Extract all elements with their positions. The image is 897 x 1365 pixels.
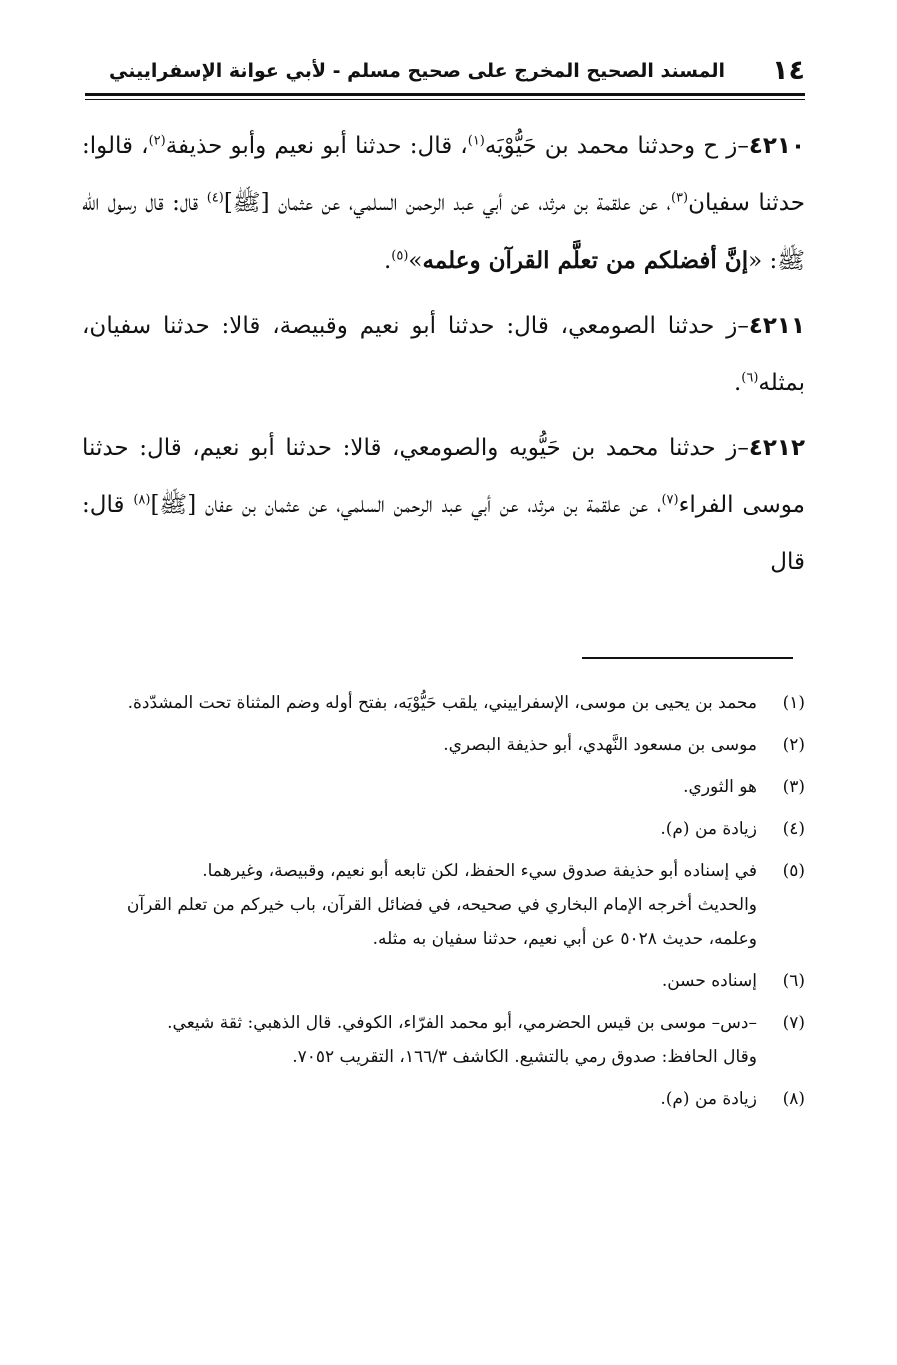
hadith-text: ، عن علقمة بن مرثد، عن أبي عبد الرحمن السلمي، عن عثمان بن عفان [ﷺ] [150,492,662,518]
footnote-text: والحديث أخرجه الإمام البخاري في صحيحه، في فضائل القرآن، باب خيركم من تعلم القرآن وعلمه، حديث ٥٠٢٨ عن أبي نعيم، حدثنا سفيان به مثله. [126,895,757,949]
footnote-number: (١) [782,693,805,713]
hadith-text: ، قالوا: حدثنا سفيان [82,133,805,216]
hadith-text: قال: قال رسول الله ﷺ: « [82,190,805,274]
footnote-separator [582,657,793,659]
hadith-text: . [733,370,742,396]
hadith-4210 [82,118,805,290]
running-header [85,55,805,93]
footnote [108,728,805,762]
footnote-ref: (٢) [148,133,166,149]
hadith-4211 [82,298,805,412]
hadith-text: –ز حدثنا محمد بن حَيُّويه والصومعي، قالا: حدثنا أبو نعيم، قال: حدثنا موسى الفراء [82,435,805,518]
hadith-text: . [383,248,392,274]
footnote-ref: (٨) [133,492,151,508]
hadith-4212 [82,420,805,591]
footnote [108,770,805,804]
hadith-number: ٤٢١١ [748,313,805,339]
hadith-text: –ز ح وحدثنا محمد بن حَيُّوْيَه [484,133,749,159]
hadith-text: ، قال: حدثنا أبو نعيم وأبو حذيفة [165,133,468,159]
footnote [108,686,805,720]
footnote-number: (٣) [782,777,805,797]
footnote-text: زيادة من (م). [660,819,757,839]
footnote-number: (٨) [782,1089,805,1109]
footnote-text: في إسناده أبو حذيفة صدوق سيء الحفظ، لكن تابعه أبو نعيم، وقبيصة، وغيرهما. [202,861,757,881]
page-number: ١٤ [772,55,805,86]
hadith-text: » [408,248,423,274]
footnote-text: موسى بن مسعود النَّهدي، أبو حذيفة البصري. [443,735,757,755]
hadith-text: –ز حدثنا الصومعي، قال: حدثنا أبو نعيم وقبيصة، قالا: حدثنا سفيان، بمثله [82,313,805,396]
footnote-text: –دس– موسى بن قيس الحضرمي، أبو محمد الفرّاء، الكوفي. قال الذهبي: ثقة شيعي. [167,1013,757,1033]
footnote [108,854,805,956]
footnote-text: محمد بن يحيى بن موسى، الإسفراييني، يلقب حَيُّوْيَه، بفتح أوله وضم المثناة تحت المشدّدة. [127,693,757,713]
footnote [108,1082,805,1116]
footnotes [108,686,805,1124]
hadith-number: ٤٢١٠ [748,133,805,159]
prophetic-quote: إنَّ أفضلكم من تعلَّم القرآن وعلمه [422,247,749,274]
footnote-number: (٢) [782,735,805,755]
hadith-text: ، عن علقمة بن مرثد، عن أبي عبد الرحمن السلمي، عن عثمان [ﷺ] [223,190,671,216]
hadith-text: قال: قال [82,492,805,575]
footnote-number: (٦) [782,971,805,991]
book-title: المسند الصحيح المخرج على صحيح مسلم - لأبي عوانة الإسفراييني [109,60,725,82]
footnote [108,1006,805,1074]
footnote-ref: (١) [467,133,485,149]
footnote-number: (٥) [782,861,805,881]
footnote-text: إسناده حسن. [661,971,757,991]
footnote-number: (٤) [782,819,805,839]
footnote-text: زيادة من (م). [660,1089,757,1109]
footnote-ref: (٤) [206,190,224,206]
footnote-ref: (٧) [661,492,679,508]
footnote [108,812,805,846]
footnote-ref: (٥) [391,248,409,264]
header-rule [85,93,805,96]
footnote-number: (٧) [782,1013,805,1033]
footnote-text: هو الثوري. [683,777,757,797]
footnote-ref: (٣) [670,190,689,206]
header-rule-thin [85,99,805,100]
footnote [108,964,805,998]
main-text [82,118,805,599]
hadith-number: ٤٢١٢ [748,435,805,461]
footnote-ref: (٦) [741,370,759,386]
footnote-text: وقال الحافظ: صدوق رمي بالتشيع. الكاشف ١٦٦/٣، التقريب ٧٠٥٢. [292,1047,757,1067]
